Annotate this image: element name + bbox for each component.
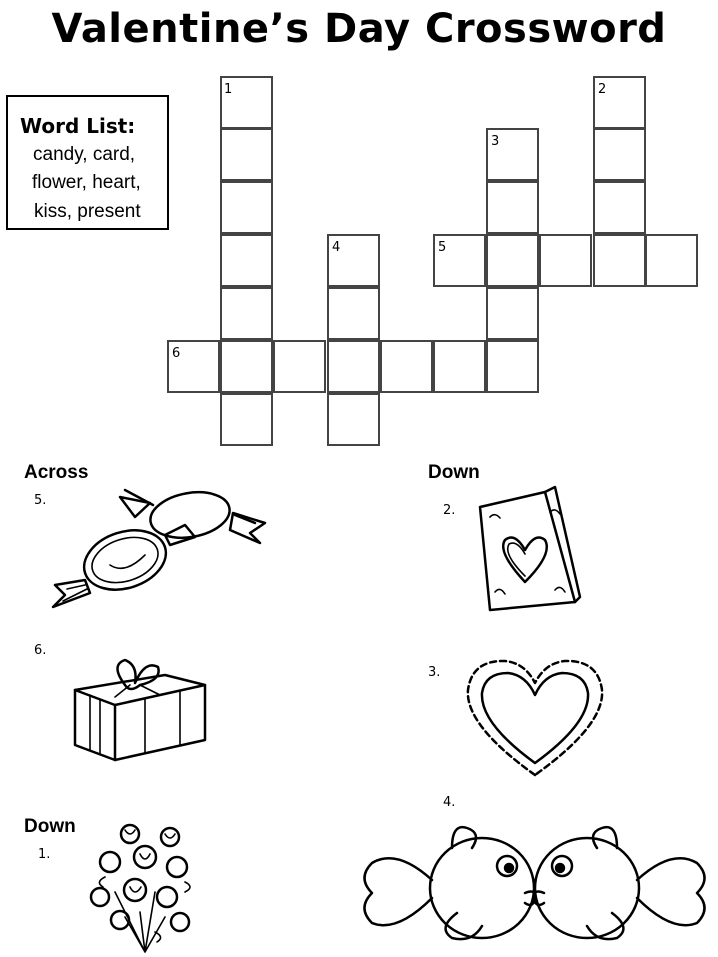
down-heading: Down [428, 462, 480, 483]
crossword-cell[interactable] [220, 234, 273, 287]
crossword-cell[interactable] [486, 181, 539, 234]
word-list-line: kiss, present [34, 201, 141, 222]
crossword-cell[interactable] [593, 181, 646, 234]
crossword-cell[interactable] [486, 287, 539, 340]
crossword-cell[interactable] [327, 340, 380, 393]
clue-number: 5. [34, 493, 47, 508]
across-heading: Across [24, 462, 89, 483]
gift-icon [70, 655, 210, 765]
cell-number: 2 [598, 82, 607, 97]
crossword-cell[interactable] [327, 393, 380, 446]
crossword-cell[interactable] [327, 287, 380, 340]
crossword-cell[interactable] [220, 340, 273, 393]
clue-number: 2. [443, 503, 456, 518]
clue-number: 6. [34, 643, 47, 658]
clue-number: 1. [38, 847, 51, 862]
crossword-cell[interactable] [433, 340, 486, 393]
crossword-cell[interactable] [220, 181, 273, 234]
candy-icon [45, 485, 270, 615]
crossword-grid [0, 0, 718, 460]
flower-icon [85, 822, 200, 957]
clue-number: 4. [443, 795, 456, 810]
crossword-cell[interactable] [593, 234, 646, 287]
cell-number: 4 [332, 240, 341, 255]
crossword-cell[interactable] [273, 340, 326, 393]
cell-number: 5 [438, 240, 447, 255]
crossword-cell[interactable] [486, 340, 539, 393]
crossword-cell[interactable] [593, 128, 646, 181]
crossword-cell[interactable] [220, 393, 273, 446]
card-icon [475, 482, 580, 612]
word-list-line: candy, card, [33, 144, 136, 165]
cell-number: 1 [224, 82, 233, 97]
heart-icon [460, 655, 610, 780]
word-list-heading: Word List: [20, 114, 136, 138]
crossword-cell[interactable] [645, 234, 698, 287]
down-heading: Down [24, 816, 76, 837]
crossword-cell[interactable] [380, 340, 433, 393]
crossword-cell[interactable] [486, 234, 539, 287]
crossword-cell[interactable] [220, 128, 273, 181]
page-title: Valentine’s Day Crossword [51, 6, 667, 52]
cell-number: 3 [491, 134, 500, 149]
crossword-cell[interactable] [539, 234, 592, 287]
word-list-line: flower, heart, [32, 172, 141, 193]
crossword-cell[interactable] [220, 287, 273, 340]
clue-number: 3. [428, 665, 441, 680]
kiss-icon [357, 818, 715, 954]
cell-number: 6 [172, 346, 181, 361]
